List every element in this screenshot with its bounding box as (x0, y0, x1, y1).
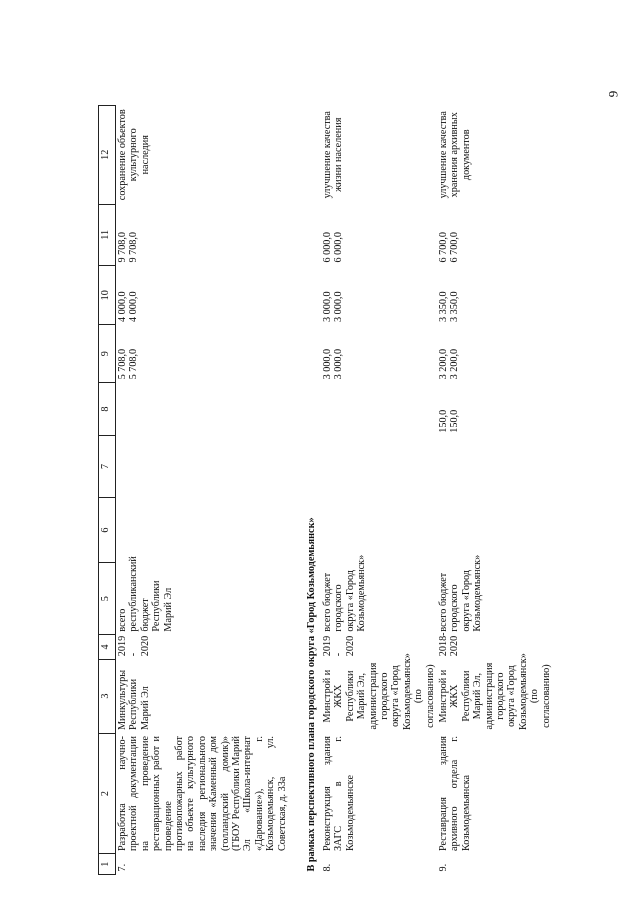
row-number: 8. (321, 863, 333, 872)
column-header: 3 (99, 659, 116, 733)
amount-cell (437, 497, 553, 563)
amount-cell (116, 497, 302, 563)
section-title: В рамках перспективного плана городского округа «Город Козьмодемьянск» (305, 517, 317, 872)
period: 2019 - 2020 (321, 635, 356, 657)
amount-cell: 3 350,0 3 350,0 (437, 291, 461, 322)
amount-cell: 4 000,0 4 000,0 (117, 291, 140, 322)
table-header-row (99, 106, 116, 875)
measure-name: Реконструкция здания ЗАГС в г. Козьмодемьянске (321, 736, 356, 851)
measure-name: Разработка научно-проектной документации на проведение реставрационных работ и проведение противопожарных работ на объекте культурного наследия регионального значения «Каменный дом (голландский домик)» (ГБОУ Республики Марий Эл «Школа-интернат «Дарование»), г. Козьмодемьянск, ул. Советская, д. 33а (117, 736, 288, 851)
measure-name: Реставрация здания архивного отдела г. Козьмодемьянска (437, 736, 472, 851)
column-header: 2 (99, 733, 116, 854)
amount-cell: 150,0 150,0 (437, 409, 461, 433)
executor: Минстрой и ЖКХ Республики Марий Эл, администрация городского округа «Город Козьмодемьянск» (по согласованию) (321, 653, 436, 731)
expected-result: улучшение качества хранения архивных документов (437, 111, 472, 199)
funding-source: всего бюджет городского округа «Город Козьмодемьянск» (437, 554, 484, 632)
amount-cell (437, 436, 553, 498)
page-number: 9 (605, 90, 621, 98)
period: 2018- 2020 (437, 632, 461, 657)
amount-cell: 9 708,0 9 708,0 (117, 231, 140, 263)
amount-cell (116, 382, 302, 435)
funding-source: всего бюджет городского округа «Город Козьмодемьянск» (321, 554, 368, 632)
column-header: 8 (99, 382, 116, 435)
amount-cell (321, 497, 437, 563)
expected-result: сохранение объектов культурного наследия (117, 109, 151, 201)
period: 2019 - 2020 (117, 635, 151, 657)
column-header: 10 (99, 266, 116, 325)
column-header: 5 (99, 563, 116, 635)
expected-result: улучшение качества жизни населения (321, 111, 345, 199)
column-header: 11 (99, 204, 116, 266)
program-table-sheet (98, 105, 552, 875)
row-number: 7. (117, 863, 128, 872)
table-row (116, 106, 302, 875)
amount-cell: 6 700,0 6 700,0 (437, 231, 461, 263)
amount-cell: 3 000,0 3 000,0 (321, 291, 345, 322)
column-header: 4 (99, 635, 116, 660)
column-header: 7 (99, 436, 116, 498)
amount-cell (116, 436, 302, 498)
amount-cell (321, 382, 437, 435)
amount-cell: 6 000,0 6 000,0 (321, 231, 345, 263)
column-header: 12 (99, 106, 116, 205)
executor: Минстрой и ЖКХ Республики Марий Эл, администрация городского округа «Город Козьмодемьянск» (по согласованию) (437, 653, 552, 731)
row-number: 9. (437, 863, 449, 872)
program-table (98, 105, 553, 875)
table-row (321, 106, 437, 875)
executor: Минкультуры Республики Марий Эл (117, 669, 151, 731)
amount-cell (321, 436, 437, 498)
amount-cell: 3 000,0 3 000,0 (321, 348, 345, 380)
column-header: 9 (99, 325, 116, 382)
funding-source: всего республиканский бюджет Республики Марий Эл (117, 556, 174, 632)
amount-cell: 3 200,0 3 200,0 (437, 348, 461, 380)
section-row (302, 106, 321, 875)
table-row (437, 106, 553, 875)
column-header: 1 (99, 854, 116, 875)
column-header: 6 (99, 497, 116, 563)
amount-cell: 5 708,0 5 708,0 (117, 348, 140, 380)
